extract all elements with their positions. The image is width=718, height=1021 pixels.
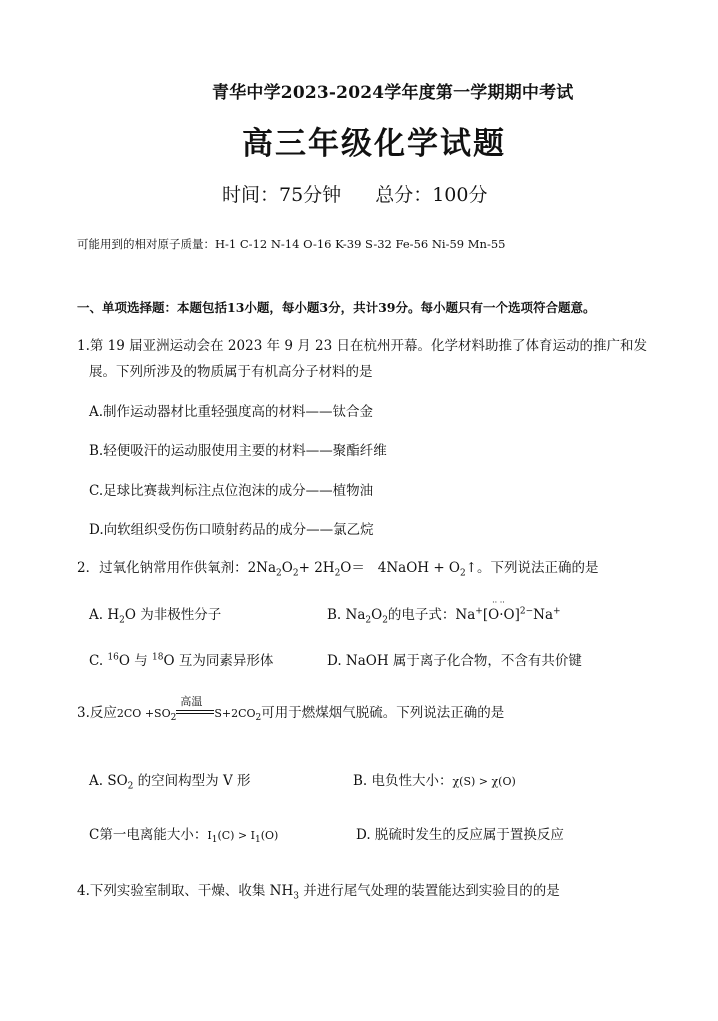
reaction-arrow: 高温: [176, 701, 214, 719]
page-title: 高三年级化学试题: [242, 126, 506, 162]
atomic-masses: 可能用到的相对原子质量：H-1 C-12 N-14 O-16 K-39 S-32 Fe-56 Ni-59 Mn-55: [77, 237, 506, 251]
q1-stem-line2: 展。下列所涉及的物质属于有机高分子材料的是: [89, 364, 373, 380]
q3-stem: 3.反应$2CO +SO_2$ 高温 $S+2CO_2$可用于燃煤烟气脱硫。下列说法正确的是: [77, 695, 505, 724]
q2-option-b: B. $Na_2O_2$的电子式：$Na^+[\cdot\cdot \cdot\cdot O\cdot O]^{2-}Na^+$: [327, 603, 561, 626]
q1-option-d: D.向软组织受伤伤口喷射药品的成分——氯乙烷: [89, 522, 374, 538]
q3-option-d: D. 脱硫时发生的反应属于置换反应: [356, 827, 564, 843]
q2-option-d: D. NaOH 属于离子化合物，不含有共价键: [327, 653, 582, 669]
q2-option-c: C. $^{16}$O 与 $^{18}$O 互为同素异形体: [89, 652, 274, 669]
q3-option-b: B. 电负性大小：χ(S) > χ(O): [353, 773, 516, 789]
school-exam-name: 青华中学2023-2024学年度第一学期期中考试: [212, 83, 574, 103]
q1-option-a: A.制作运动器材比重轻强度高的材料——钛合金: [89, 404, 374, 420]
exam-time-info: [222, 180, 487, 207]
q3-option-a: A. $SO_2$ 的空间构型为 V 形: [89, 773, 251, 792]
q2-stem: 2．过氧化钠常用作供氧剂：$2Na_2O_2+ 2H_2O=$ 4NaOH + $O_2↑$。下列说法正确的是: [77, 560, 599, 579]
section-heading: 一、单项选择题：本题包括13小题，每小题3分，共计39分。每小题只有一个选项符合题意。: [77, 300, 596, 315]
q1-option-c: C.足球比赛裁判标注点位泡沫的成分——植物油: [89, 483, 374, 499]
exam-total-score: 总分：100分: [375, 184, 488, 206]
q1-option-b: B.轻便吸汗的运动服使用主要的材料——聚酯纤维: [89, 443, 387, 459]
exam-duration: 时间：75分钟: [222, 184, 342, 206]
q1-stem-line1: 1.第 19 届亚洲运动会在 2023 年 9 月 23 日在杭州开幕。化学材料助推了体育运动的推广和发: [77, 338, 648, 354]
q4-stem: 4.下列实验室制取、干燥、收集 $NH_3$ 并进行尾气处理的装置能达到实验目的的是: [77, 883, 560, 902]
q3-option-c: C第一电离能大小：$I_1(C) > I_1(O)$: [89, 827, 279, 846]
q2-option-a: A. $H_2O$ 为非极性分子: [89, 607, 222, 626]
